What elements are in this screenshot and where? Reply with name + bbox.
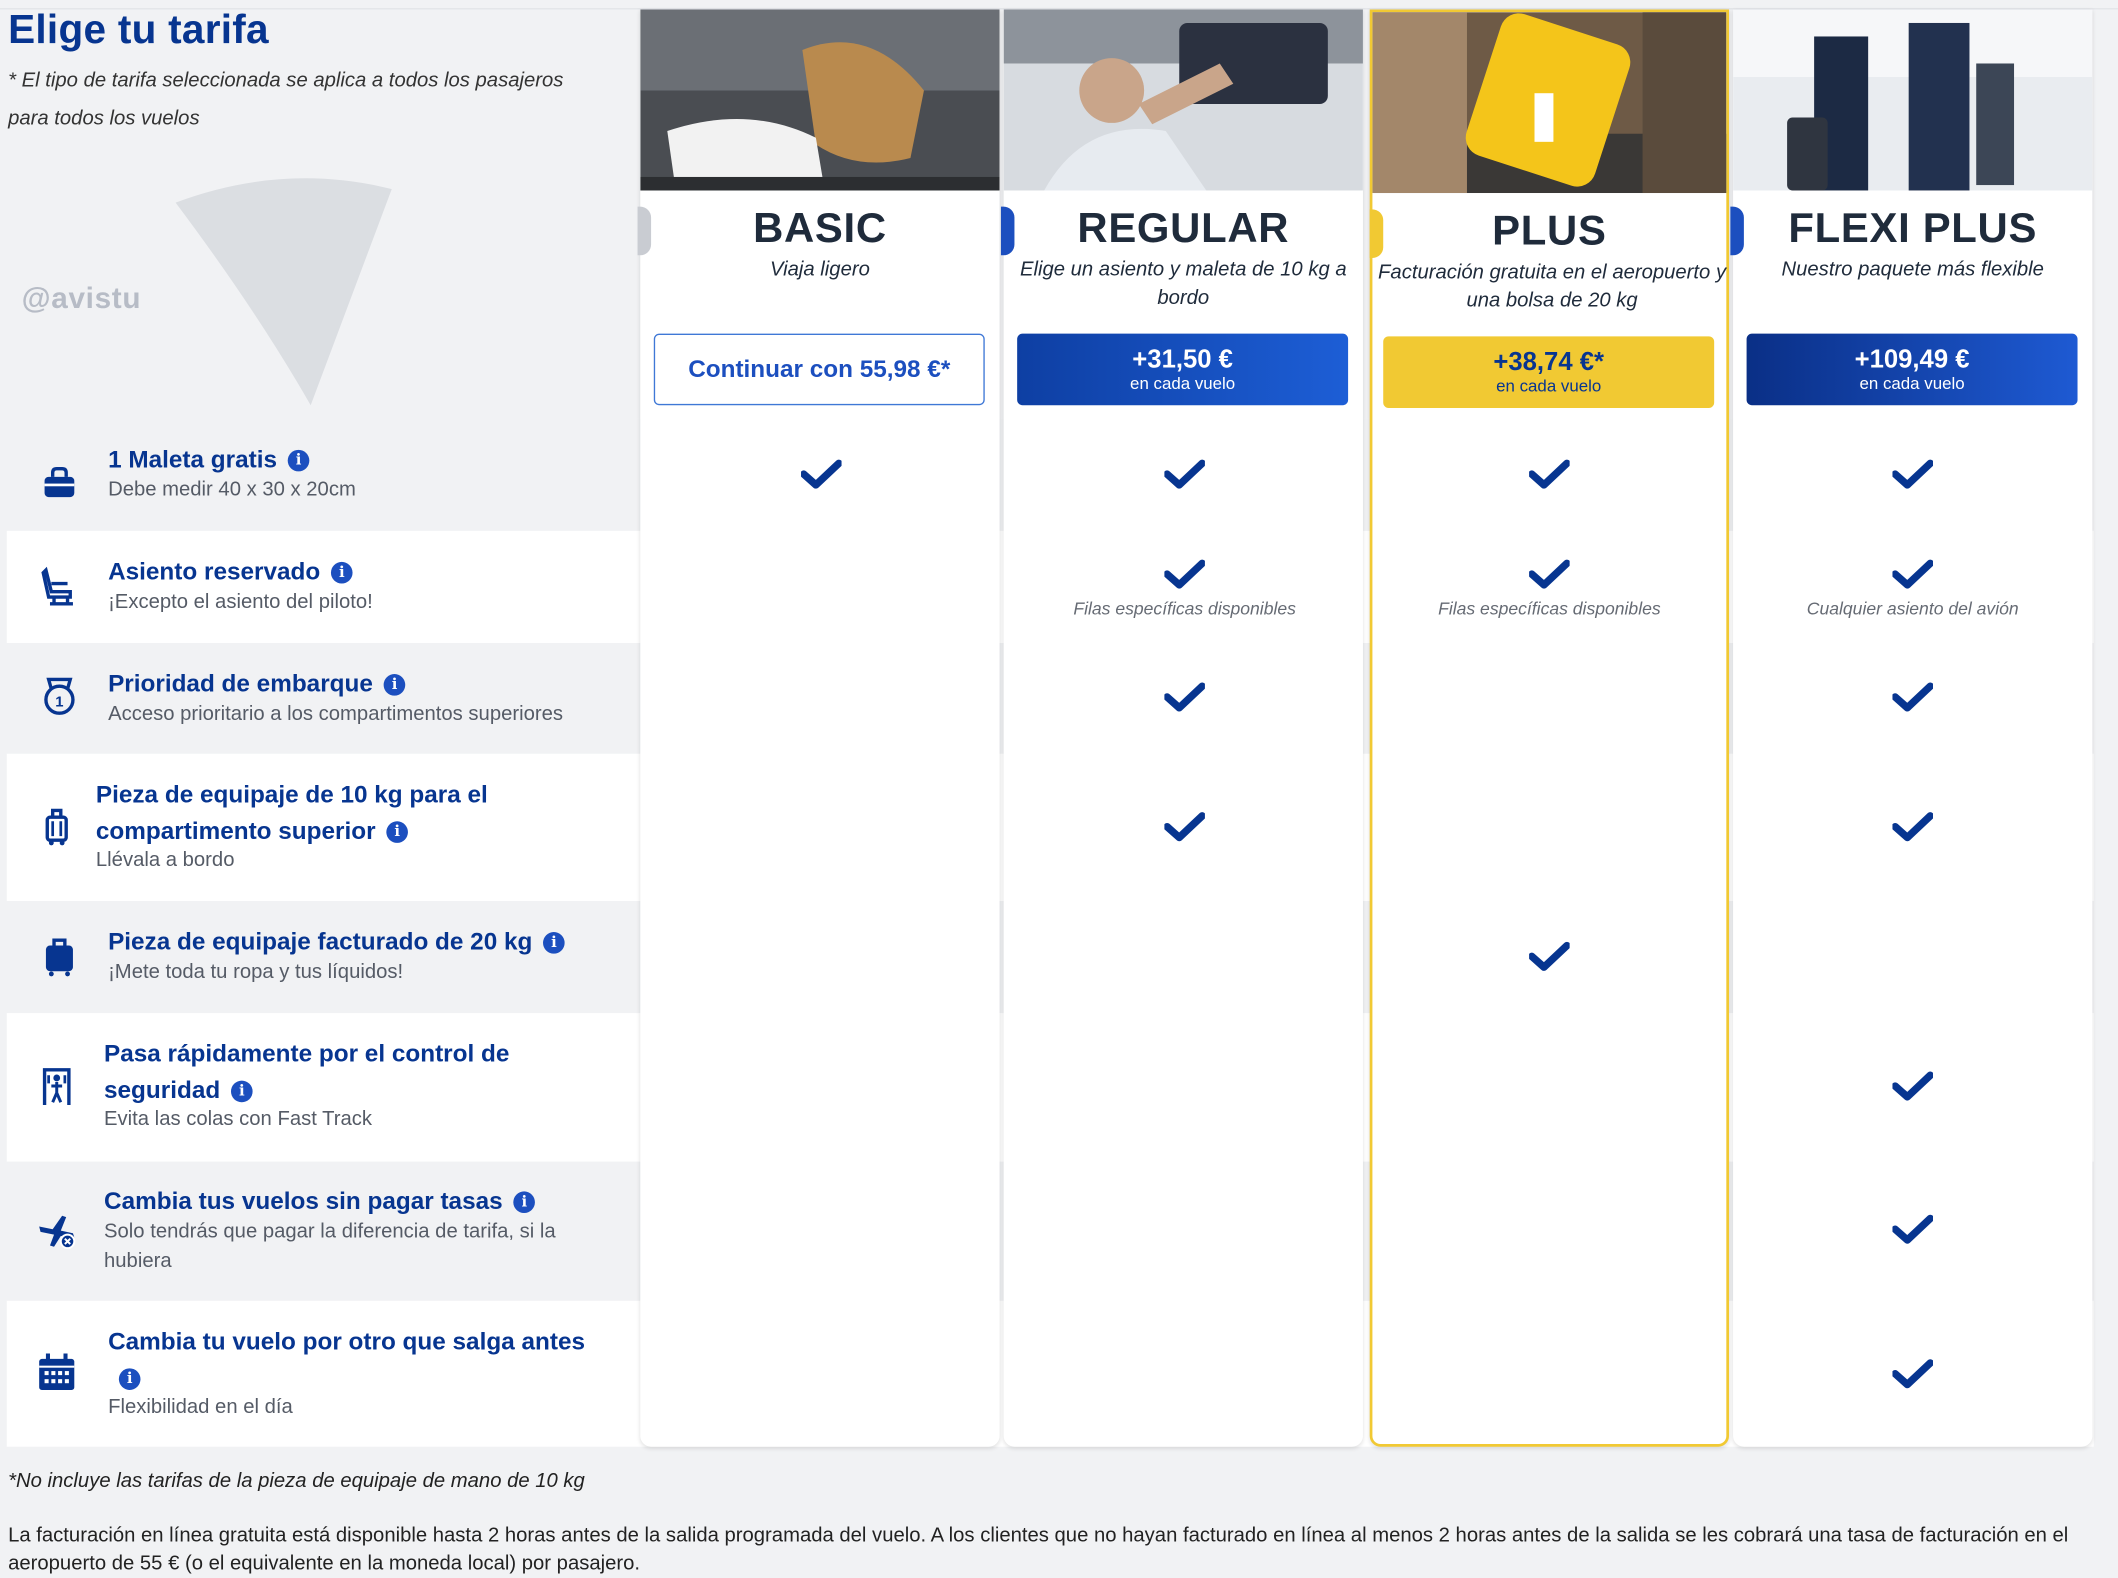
info-icon[interactable]: i <box>331 562 353 584</box>
checkmark-icon <box>1892 459 1933 489</box>
fare-desc-basic: Viaja ligero <box>769 258 870 281</box>
checkmark-icon <box>1892 1359 1933 1389</box>
select-plus-button[interactable] <box>1383 336 1714 408</box>
flexi-photo <box>1733 9 2092 190</box>
feature-title-text: Pieza de equipaje de 10 kg para el compartimento superior <box>95 780 488 845</box>
info-icon[interactable]: i <box>231 1081 253 1103</box>
trolley-icon <box>35 805 78 848</box>
info-icon[interactable]: i <box>386 822 408 844</box>
checkmark-icon <box>1892 682 1933 712</box>
fare-column-plus <box>1370 9 1729 1446</box>
regular-price: +31,50 € <box>1132 345 1233 375</box>
flexi-price: +109,49 € <box>1854 345 1970 375</box>
feature-title <box>108 554 648 590</box>
feature-subtitle: Llévala a bordo <box>95 848 235 872</box>
flexi-per-flight: en cada vuelo <box>1859 374 1965 394</box>
feature-title-text: Prioridad de embarque <box>108 669 373 698</box>
feature-title-text: Cambia tus vuelos sin pagar tasas <box>104 1187 503 1215</box>
checkmark-icon <box>1164 459 1205 489</box>
select-flexi-plus-button[interactable] <box>1747 334 2078 406</box>
watermark-text: @avistu <box>21 280 142 315</box>
fare-desc-flexi: Nuestro paquete más flexible <box>1781 258 2044 281</box>
checkmark-icon <box>801 459 842 489</box>
feature-cell-note: Cualquier asiento del avión <box>1806 598 2019 619</box>
feature-cell-note: Filas específicas disponibles <box>1073 598 1296 619</box>
info-icon[interactable]: i <box>288 450 310 472</box>
checkmark-icon <box>1892 559 1933 589</box>
regular-per-flight: en cada vuelo <box>1130 374 1236 394</box>
basic-photo <box>640 9 999 190</box>
calendar-icon <box>35 1351 78 1394</box>
fare-desc-regular: Elige un asiento y maleta de 10 kg a bordo <box>1019 258 1347 310</box>
feature-title-text: Pasa rápidamente por el control de seguridad <box>104 1040 510 1104</box>
feature-subtitle: Solo tendrás que pagar la diferencia de tarifa, si la hubiera <box>104 1219 556 1273</box>
harp-logo-watermark <box>149 149 419 419</box>
checkmark-icon <box>1892 1214 1933 1244</box>
svg-text:1: 1 <box>55 694 64 711</box>
feature-title-text: Asiento reservado <box>108 557 321 585</box>
checkmark-icon <box>1164 682 1205 712</box>
plane-change-icon <box>35 1208 78 1251</box>
fare-name-regular: REGULAR <box>1077 203 1290 252</box>
info-icon[interactable]: i <box>384 674 406 696</box>
plus-price: +38,74 €* <box>1493 348 1604 377</box>
security-gate-icon <box>35 1064 78 1107</box>
feature-subtitle: ¡Mete toda tu ropa y tus líquidos! <box>108 960 404 984</box>
checkmark-icon <box>1529 559 1570 589</box>
fare-column-basic <box>640 9 999 1446</box>
fare-name-flexi: FLEXI PLUS <box>1788 203 2038 252</box>
checkmark-icon <box>1892 1071 1933 1101</box>
feature-subtitle: Flexibilidad en el día <box>108 1395 293 1419</box>
feature-title-text: Pieza de equipaje facturado de 20 kg <box>108 927 533 956</box>
feature-cell-note: Filas específicas disponibles <box>1438 598 1661 619</box>
feature-subtitle: Acceso prioritario a los compartimentos superiores <box>108 702 564 726</box>
fare-column-regular <box>1004 9 1363 1446</box>
info-icon[interactable]: i <box>513 1192 535 1214</box>
fare-name-basic: BASIC <box>753 203 887 252</box>
footer-info-text: La facturación en línea gratuita está disponible hasta 2 horas antes de la salida programada del vuelo. A los clientes que no hayan facturado en línea al menos 2 horas antes de la salida se les cobrará una tasa de facturación en el aeropuerto de 55 € (o el equivalente en la moneda local) por pasajero. <box>8 1523 2069 1576</box>
checkmark-icon <box>1164 812 1205 842</box>
checkmark-icon <box>1892 812 1933 842</box>
checkmark-icon <box>1164 559 1205 589</box>
priority-badge-icon <box>38 675 81 718</box>
feature-title <box>104 1036 523 1109</box>
feature-subtitle: Debe medir 40 x 30 x 20cm <box>108 478 356 502</box>
fare-name-plus: PLUS <box>1492 206 1607 254</box>
top-bar <box>0 0 2118 9</box>
footnote: *No incluye las tarifas de la pieza de equipaje de mano de 10 kg <box>8 1469 585 1493</box>
page-title: Elige tu tarifa <box>8 8 269 53</box>
plus-photo <box>1372 12 1726 193</box>
feature-title-text: 1 Maleta gratis <box>108 445 277 473</box>
seat-icon <box>38 565 81 608</box>
feature-subtitle: ¡Excepto el asiento del piloto! <box>108 590 373 614</box>
feature-title <box>108 666 648 702</box>
feature-title <box>108 1324 594 1397</box>
feature-title <box>96 777 515 850</box>
plus-per-flight: en cada vuelo <box>1496 376 1602 396</box>
checkmark-icon <box>1529 942 1570 972</box>
continue-basic-button[interactable]: Continuar con 55,98 €* <box>654 334 985 406</box>
feature-title <box>108 442 648 478</box>
page-subtitle: * El tipo de tarifa seleccionada se aplica a todos los pasajeros para todos los vuelos <box>8 68 564 130</box>
feature-title <box>104 1183 644 1219</box>
regular-photo <box>1004 9 1363 190</box>
info-icon[interactable]: i <box>119 1369 141 1391</box>
info-icon[interactable]: i <box>543 932 565 954</box>
suitcase-icon <box>38 935 81 978</box>
fare-desc-plus: Facturación gratuita en el aeropuerto y una bolsa de 20 kg <box>1378 260 1727 313</box>
feature-subtitle: Evita las colas con Fast Track <box>104 1107 373 1131</box>
select-regular-button[interactable] <box>1017 334 1348 406</box>
bag-icon <box>38 462 81 505</box>
feature-title-text: Cambia tu vuelo por otro que salga antes <box>108 1327 586 1355</box>
feature-title <box>108 924 648 960</box>
checkmark-icon <box>1529 459 1570 489</box>
